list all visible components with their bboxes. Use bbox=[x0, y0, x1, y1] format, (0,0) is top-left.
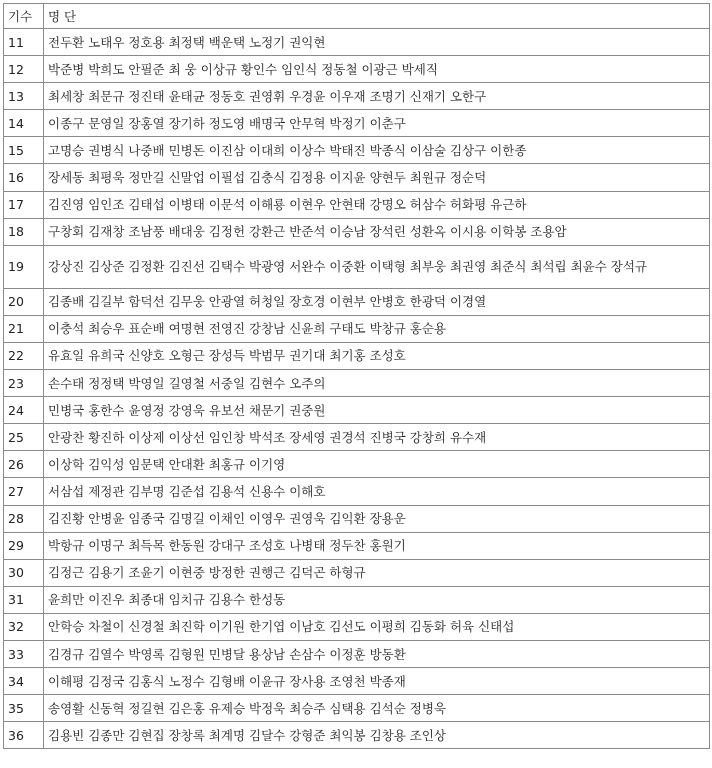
class-number-cell: 23 bbox=[4, 370, 44, 397]
table-row bbox=[4, 245, 710, 288]
table-row bbox=[4, 191, 710, 218]
member-names-cell: 최세창 최문규 정진태 윤태균 정동호 권영휘 우경윤 이우재 조명기 신재기 오한구 bbox=[44, 83, 710, 110]
table-row bbox=[4, 83, 710, 110]
class-number-cell: 22 bbox=[4, 342, 44, 369]
class-number-cell: 32 bbox=[4, 613, 44, 640]
member-names-cell: 송영활 신동혁 정길현 김은홍 유제승 박정욱 최승주 심택용 김석순 정병욱 bbox=[44, 695, 710, 722]
table-row bbox=[4, 640, 710, 667]
class-number-cell: 21 bbox=[4, 315, 44, 342]
class-number-cell: 31 bbox=[4, 586, 44, 613]
table-row bbox=[4, 559, 710, 586]
member-names-cell: 서삼섭 제정관 김부명 김준섭 김용석 신용수 이해호 bbox=[44, 478, 710, 505]
class-number-cell: 29 bbox=[4, 532, 44, 559]
member-names-cell: 이상학 김익성 임문택 안대환 최홍규 이기영 bbox=[44, 451, 710, 478]
member-names-cell: 김진영 임인조 김태섭 이병태 이문석 이해룡 이현우 안현태 강명오 허삼수 허화평 유근하 bbox=[44, 191, 710, 218]
member-names-cell: 안학승 차철이 신경철 최진학 이기원 한기엽 이남호 김선도 이평희 김동화 허육 신태섭 bbox=[44, 613, 710, 640]
table-row bbox=[4, 532, 710, 559]
table-row bbox=[4, 478, 710, 505]
table-row bbox=[4, 218, 710, 245]
table-row bbox=[4, 370, 710, 397]
table-row bbox=[4, 613, 710, 640]
class-number-cell: 19 bbox=[4, 245, 44, 288]
class-number-cell: 20 bbox=[4, 288, 44, 315]
class-number-cell: 33 bbox=[4, 640, 44, 667]
table-row bbox=[4, 668, 710, 695]
class-number-cell: 11 bbox=[4, 29, 44, 56]
table-header-row bbox=[4, 4, 710, 29]
member-names-cell: 김정근 김용기 조윤기 이현중 방정한 권행근 김덕곤 하형규 bbox=[44, 559, 710, 586]
table-row bbox=[4, 137, 710, 164]
member-names-cell: 유효일 유희국 신양호 오형근 장성득 박범무 권기대 최기홍 조성호 bbox=[44, 342, 710, 369]
member-names-cell: 김종배 김길부 함덕선 김무웅 안광열 허청일 장호경 이현부 안병호 한광덕 이경열 bbox=[44, 288, 710, 315]
class-number-cell: 35 bbox=[4, 695, 44, 722]
header-member-list: 명 단 bbox=[44, 4, 710, 29]
class-number-cell: 18 bbox=[4, 218, 44, 245]
table-row bbox=[4, 586, 710, 613]
table-row bbox=[4, 110, 710, 137]
member-names-cell: 장세동 최평욱 정만길 신말업 이필섭 김충식 김정용 이지윤 양현두 최원규 정순덕 bbox=[44, 164, 710, 191]
class-number-cell: 30 bbox=[4, 559, 44, 586]
member-names-cell: 김용빈 김종만 김현집 장창록 최계명 김달수 강형준 최익봉 김창용 조인상 bbox=[44, 722, 710, 749]
roster-body bbox=[4, 29, 710, 749]
member-names-cell: 박준병 박희도 안필준 최 웅 이상규 황인수 임인식 정동철 이광근 박세직 bbox=[44, 56, 710, 83]
class-number-cell: 28 bbox=[4, 505, 44, 532]
table-row bbox=[4, 164, 710, 191]
member-names-cell: 손수태 정정택 박영일 길영철 서중일 김현수 오주의 bbox=[44, 370, 710, 397]
header-class-number: 기수 bbox=[4, 4, 44, 29]
class-number-cell: 17 bbox=[4, 191, 44, 218]
member-names-cell: 강상진 김상준 김정환 김진선 김택수 박광영 서완수 이중환 이택형 최부웅 최권영 최준식 최석립 최윤수 장석규 bbox=[44, 245, 710, 288]
member-names-cell: 전두환 노태우 정호용 최정택 백운택 노정기 권익현 bbox=[44, 29, 710, 56]
table-row bbox=[4, 424, 710, 451]
table-row bbox=[4, 29, 710, 56]
class-number-cell: 34 bbox=[4, 668, 44, 695]
class-number-cell: 12 bbox=[4, 56, 44, 83]
class-number-cell: 15 bbox=[4, 137, 44, 164]
member-names-cell: 구창회 김재창 조남풍 배대웅 김정헌 강환근 반준석 이승남 장석린 성환옥 이시용 이학봉 조용암 bbox=[44, 218, 710, 245]
table-row bbox=[4, 451, 710, 478]
roster-table bbox=[3, 3, 710, 749]
table-row bbox=[4, 397, 710, 424]
member-names-cell: 박항규 이명구 최득목 한동원 강대구 조성호 나병태 정두찬 홍원기 bbox=[44, 532, 710, 559]
class-number-cell: 36 bbox=[4, 722, 44, 749]
table-row bbox=[4, 342, 710, 369]
class-number-cell: 24 bbox=[4, 397, 44, 424]
table-row bbox=[4, 695, 710, 722]
class-number-cell: 26 bbox=[4, 451, 44, 478]
table-row bbox=[4, 288, 710, 315]
member-names-cell: 이종구 문영일 장홍열 장기하 정도영 배명국 안무혁 박정기 이춘구 bbox=[44, 110, 710, 137]
class-number-cell: 13 bbox=[4, 83, 44, 110]
member-names-cell: 김진황 안병윤 임종국 김명길 이채인 이영우 권영욱 김익환 장용운 bbox=[44, 505, 710, 532]
member-names-cell: 안광찬 황진하 이상제 이상선 임인창 박석조 장세영 권경석 진병국 강창희 유수재 bbox=[44, 424, 710, 451]
member-names-cell: 이해평 김정국 김홍식 노정수 김형배 이윤규 장사용 조영천 박종재 bbox=[44, 668, 710, 695]
class-number-cell: 27 bbox=[4, 478, 44, 505]
member-names-cell: 고명승 권병식 나중배 민병돈 이진삼 이대희 이상수 박태진 박종식 이삼술 김상구 이한종 bbox=[44, 137, 710, 164]
member-names-cell: 민병국 홍한수 윤영정 강영욱 유보선 채문기 권중원 bbox=[44, 397, 710, 424]
table-row bbox=[4, 315, 710, 342]
class-number-cell: 25 bbox=[4, 424, 44, 451]
class-number-cell: 16 bbox=[4, 164, 44, 191]
member-names-cell: 윤희만 이진우 최종대 임치규 김용수 한성동 bbox=[44, 586, 710, 613]
table-row bbox=[4, 56, 710, 83]
member-names-cell: 이충석 최승우 표순배 여명현 전영진 강창남 신윤희 구태도 박창규 홍순용 bbox=[44, 315, 710, 342]
table-row bbox=[4, 505, 710, 532]
class-number-cell: 14 bbox=[4, 110, 44, 137]
member-names-cell: 김경규 김열수 박영록 김형원 민병달 용상남 손삼수 이정훈 방동환 bbox=[44, 640, 710, 667]
table-row bbox=[4, 722, 710, 749]
